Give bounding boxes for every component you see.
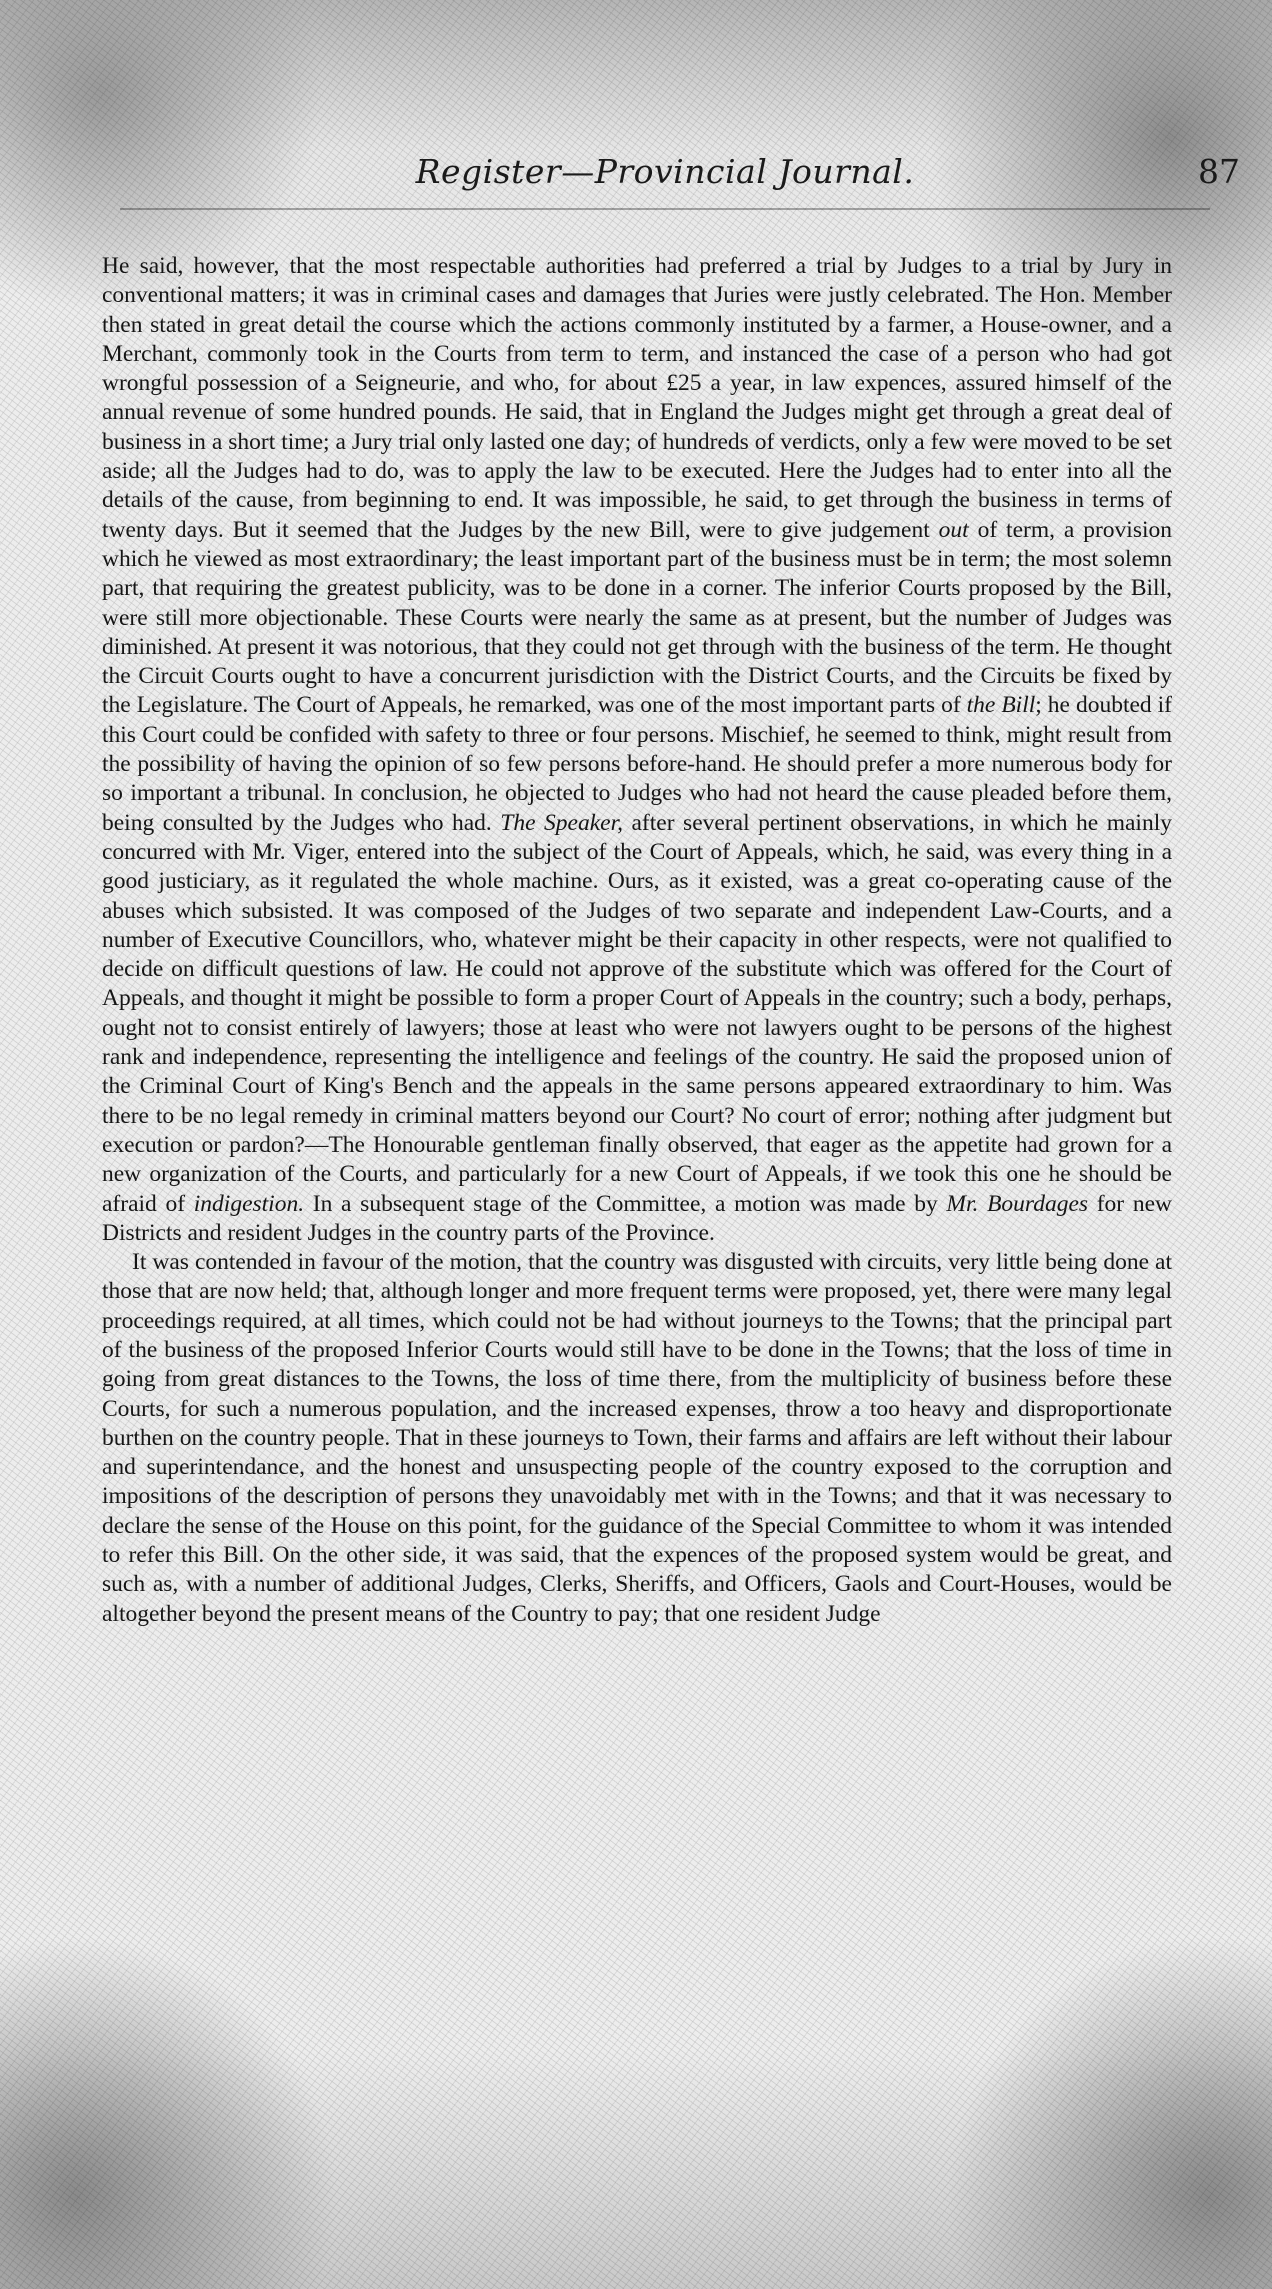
page-number: 87 xyxy=(1198,152,1240,191)
page-header xyxy=(90,152,1240,212)
paragraph-1 xyxy=(102,252,1172,1248)
italic-mr-bourdages: Mr. Bourdages xyxy=(946,1190,1089,1217)
running-head: Register—Provincial Journal. xyxy=(415,152,915,191)
paragraph-1-part-5: In a subsequent stage of the Committee, a motion was made by xyxy=(304,1190,947,1217)
paragraph-1-part-2: of term, a provision which he viewed as most extraordinary; the least important part of the business must be in term; the most solemn part, that requiring the greatest publicity, was to be done in a corner. The inferior Courts proposed by the Bill, were still more objectionable. These Courts were nearly the same as at present, but the number of Judges was diminished. At present it was notorious, that they could not get through with the business of the term. He thought the Circuit Courts ought to have a concurrent jurisdiction with the District Courts, and the Circuits be fixed by the Legislature. The Court of Appeals, he remarked, was one of the most important parts of xyxy=(102,516,1172,719)
paragraph-1-part-1: He said, however, that the most respectable authorities had preferred a trial by Judges to a trial by Jury in conventional matters; it was in criminal cases and damages that Juries were justly celebrated. The Hon. Member then stated in great detail the course which the actions commonly instituted by a farmer, a House-owner, and a Merchant, commonly took in the Courts from term to term, and instanced the case of a person who had got wrongful possession of a Seigneurie, and who, for about £25 a year, in law expences, assured himself of the annual revenue of some hundred pounds. He said, that in England the Judges might get through a great deal of business in a short time; a Jury trial only lasted one day; of hundreds of verdicts, only a few were moved to be set aside; all the Judges had to do, was to apply the law to be executed. Here the Judges had to enter into all the details of the cause, from beginning to end. It was impossible, he said, to get through the business in terms of twenty days. But it seemed that the Judges by the new Bill, were to give judgement xyxy=(102,253,1172,543)
italic-the-speaker: The Speaker, xyxy=(500,809,623,836)
body-text xyxy=(102,252,1172,1629)
header-rule xyxy=(120,208,1210,210)
italic-indigestion: indigestion. xyxy=(193,1190,305,1217)
paragraph-1-part-3: ; he doubted if this Court could be confided with safety to three or four persons. Mischief, he seemed to think, might result from the possibility of having the opinion of so few persons before-hand. He should prefer a more numerous body for so important a tribunal. In conclusion, he objected to Judges who had not heard the cause pleaded before them, being consulted by the Judges who had. xyxy=(102,692,1172,836)
italic-out: out xyxy=(938,516,969,543)
paragraph-1-part-6: for new Districts and resident Judges in the country parts of the Province. xyxy=(102,1190,1172,1246)
italic-the-bill: the Bill xyxy=(966,692,1036,719)
paragraph-2 xyxy=(102,1248,1172,1629)
paragraph-1-part-4: after several pertinent observations, in which he mainly concurred with Mr. Viger, entered into the subject of the Court of Appeals, which, he said, was every thing in a good justiciary, as it regulated the whole machine. Ours, as it existed, was a great co-operating cause of the abuses which subsisted. It was composed of the Judges of two separate and independent Law-Courts, and a number of Executive Councillors, who, whatever might be their capacity in other respects, were not qualified to decide on difficult questions of law. He could not approve of the substitute which was offered for the Court of Appeals, and thought it might be possible to form a proper Court of Appeals in the country; such a body, perhaps, ought not to consist entirely of lawyers; those at least who were not lawyers ought to be persons of the highest rank and independence, representing the intelligence and feelings of the country. He said the proposed union of the Criminal Court of King's Bench and the appeals in the same persons appeared extraordinary to him. Was there to be no legal remedy in criminal matters beyond our Court? No court of error; nothing after judgment but execution or pardon?—The Honourable gentleman finally observed, that eager as the appetite had grown for a new organization of the Courts, and particularly for a new Court of Appeals, if we took this one he should be afraid of xyxy=(102,809,1172,1217)
paragraph-2-part-1: It was contended in favour of the motion, that the country was disgusted with circuits, very little being done at those that are now held; that, although longer and more frequent terms were proposed, yet, there were many legal proceedings required, at all times, which could not be had without journeys to the Towns; that the principal part of the business of the proposed Inferior Courts would still have to be done in the Towns; that the loss of time in going from great distances to the Towns, the loss of time there, from the multiplicity of business before these Courts, for such a numerous population, and the increased expenses, throw a too heavy and disproportionate burthen on the country people. That in these journeys to Town, their farms and affairs are left without their labour and superintendance, and the honest and unsuspecting people of the country exposed to the corruption and impositions of the description of persons they unavoidably met with in the Towns; and that it was necessary to declare the sense of the House on this point, for the guidance of the Special Committee to whom it was intended to refer this Bill. On the other side, it was said, that the expences of the proposed system would be great, and such as, with a number of additional Judges, Clerks, Sheriffs, and Officers, Gaols and Court-Houses, would be altogether beyond the present means of the Country to pay; that one resident Judge xyxy=(102,1249,1172,1627)
